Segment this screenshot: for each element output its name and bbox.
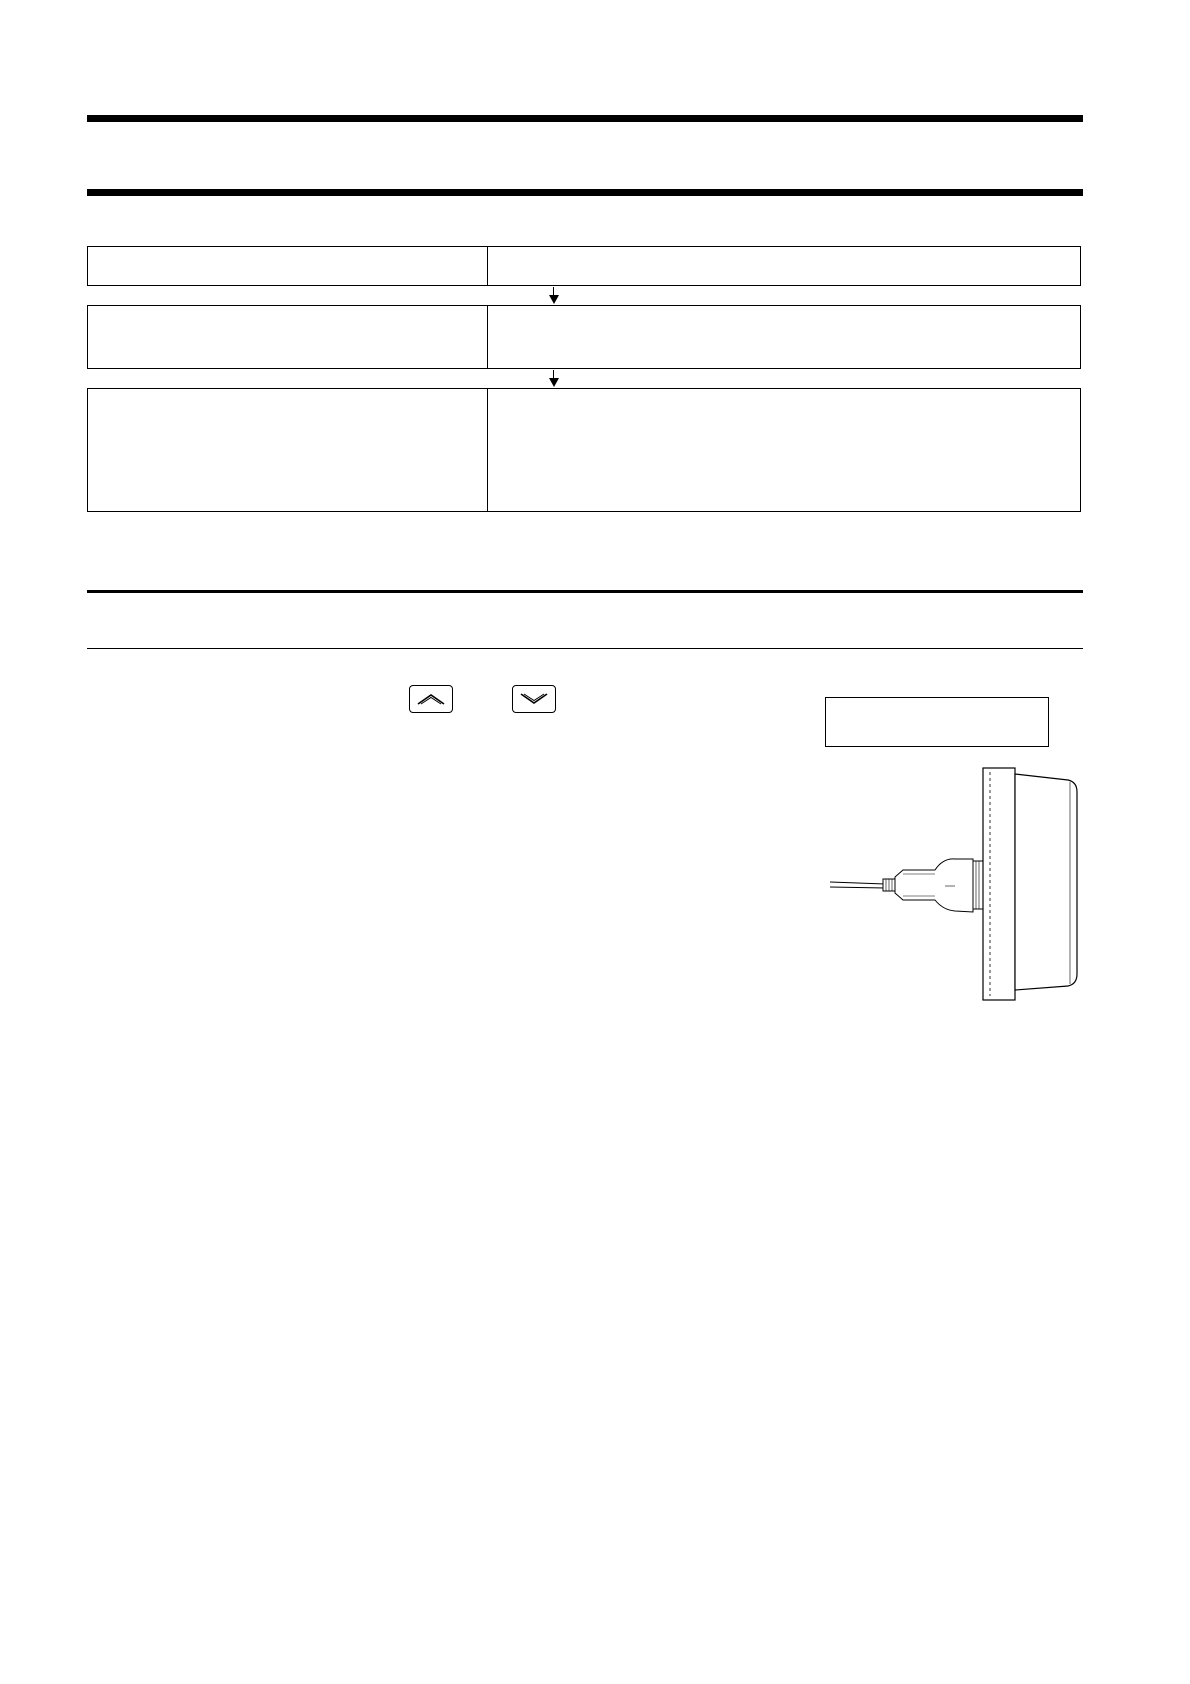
section-rule-top: [87, 590, 1083, 593]
flow-step-2-label: [88, 306, 488, 368]
flow-step-2-description: [488, 306, 1080, 368]
section-rule-bottom: [87, 648, 1083, 649]
up-key-button[interactable]: [409, 685, 453, 713]
flow-step-3: [87, 388, 1081, 512]
page-title: [87, 130, 1083, 180]
flow-step-1-label: [88, 247, 488, 285]
flow-step-1: [87, 246, 1081, 286]
down-key-button[interactable]: [512, 685, 556, 713]
flow-step-2: [87, 305, 1081, 369]
header-rule-bottom: [87, 189, 1083, 196]
section-title: [87, 600, 1083, 644]
flow-arrow-2-icon: [549, 378, 559, 387]
lcd-display-box: [825, 697, 1049, 747]
flow-step-3-label: [88, 389, 488, 511]
header-rule-top: [87, 115, 1083, 122]
chevron-up-icon: [416, 692, 446, 706]
flow-step-1-description: [488, 247, 1080, 285]
connector-plug-illustration: [825, 762, 1095, 1007]
chevron-down-icon: [519, 692, 549, 706]
flow-step-3-description: [488, 389, 1080, 511]
flow-arrow-1-icon: [549, 295, 559, 304]
